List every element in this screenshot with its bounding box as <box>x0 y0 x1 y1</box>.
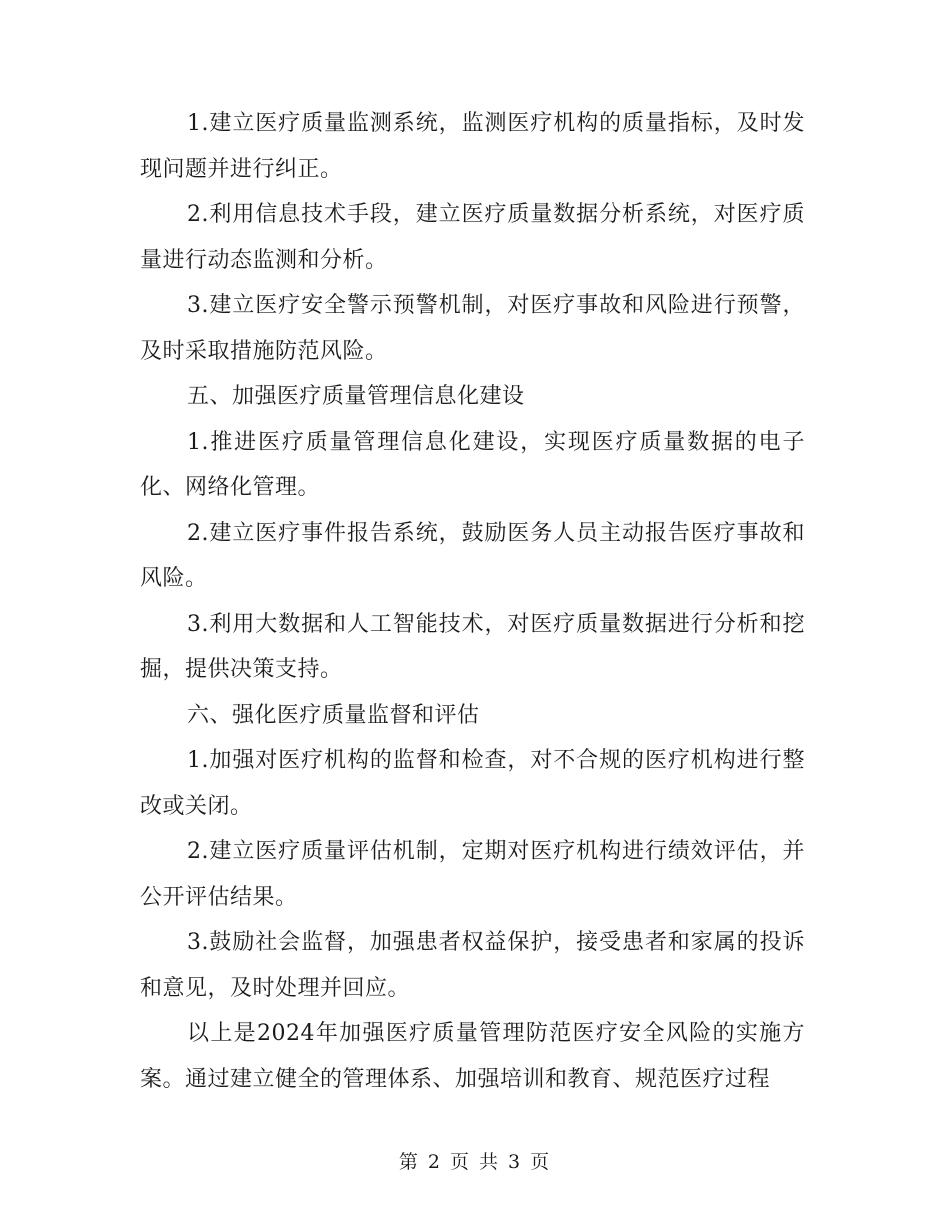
paragraph: 2.建立医疗质量评估机制，定期对医疗机构进行绩效评估，并公开评估结果。 <box>140 839 805 910</box>
paragraph: 3.利用大数据和人工智能技术，对医疗质量数据进行分析和挖掘，提供决策支持。 <box>140 611 805 682</box>
section-heading: 六、强化医疗质量监督和评估 <box>187 702 480 728</box>
paragraph: 2.利用信息技术手段，建立医疗质量数据分析系统，对医疗质量进行动态监测和分析。 <box>140 202 805 273</box>
paragraph: 1.推进医疗质量管理信息化建设，实现医疗质量数据的电子化、网络化管理。 <box>140 429 805 500</box>
paragraph: 3.鼓励社会监督，加强患者权益保护，接受患者和家属的投诉和意见，及时处理并回应。 <box>140 930 805 1001</box>
paragraph: 1.加强对医疗机构的监督和检查，对不合规的医疗机构进行整改或关闭。 <box>140 748 805 819</box>
page-footer: 第 2 页 共 3 页 <box>398 1151 552 1173</box>
paragraph: 1.建立医疗质量监测系统，监测医疗机构的质量指标，及时发现问题并进行纠正。 <box>140 111 805 182</box>
paragraph: 2.建立医疗事件报告系统，鼓励医务人员主动报告医疗事故和风险。 <box>140 520 805 591</box>
section-heading: 五、加强医疗质量管理信息化建设 <box>187 384 525 409</box>
document-body <box>140 101 805 1102</box>
paragraph: 以上是2024年加强医疗质量管理防范医疗安全风险的实施方案。通过建立健全的管理体系、加强培训和教育、规范医疗过程 <box>140 1021 805 1092</box>
paragraph: 3.建立医疗安全警示预警机制，对医疗事故和风险进行预警，及时采取措施防范风险。 <box>140 293 805 364</box>
